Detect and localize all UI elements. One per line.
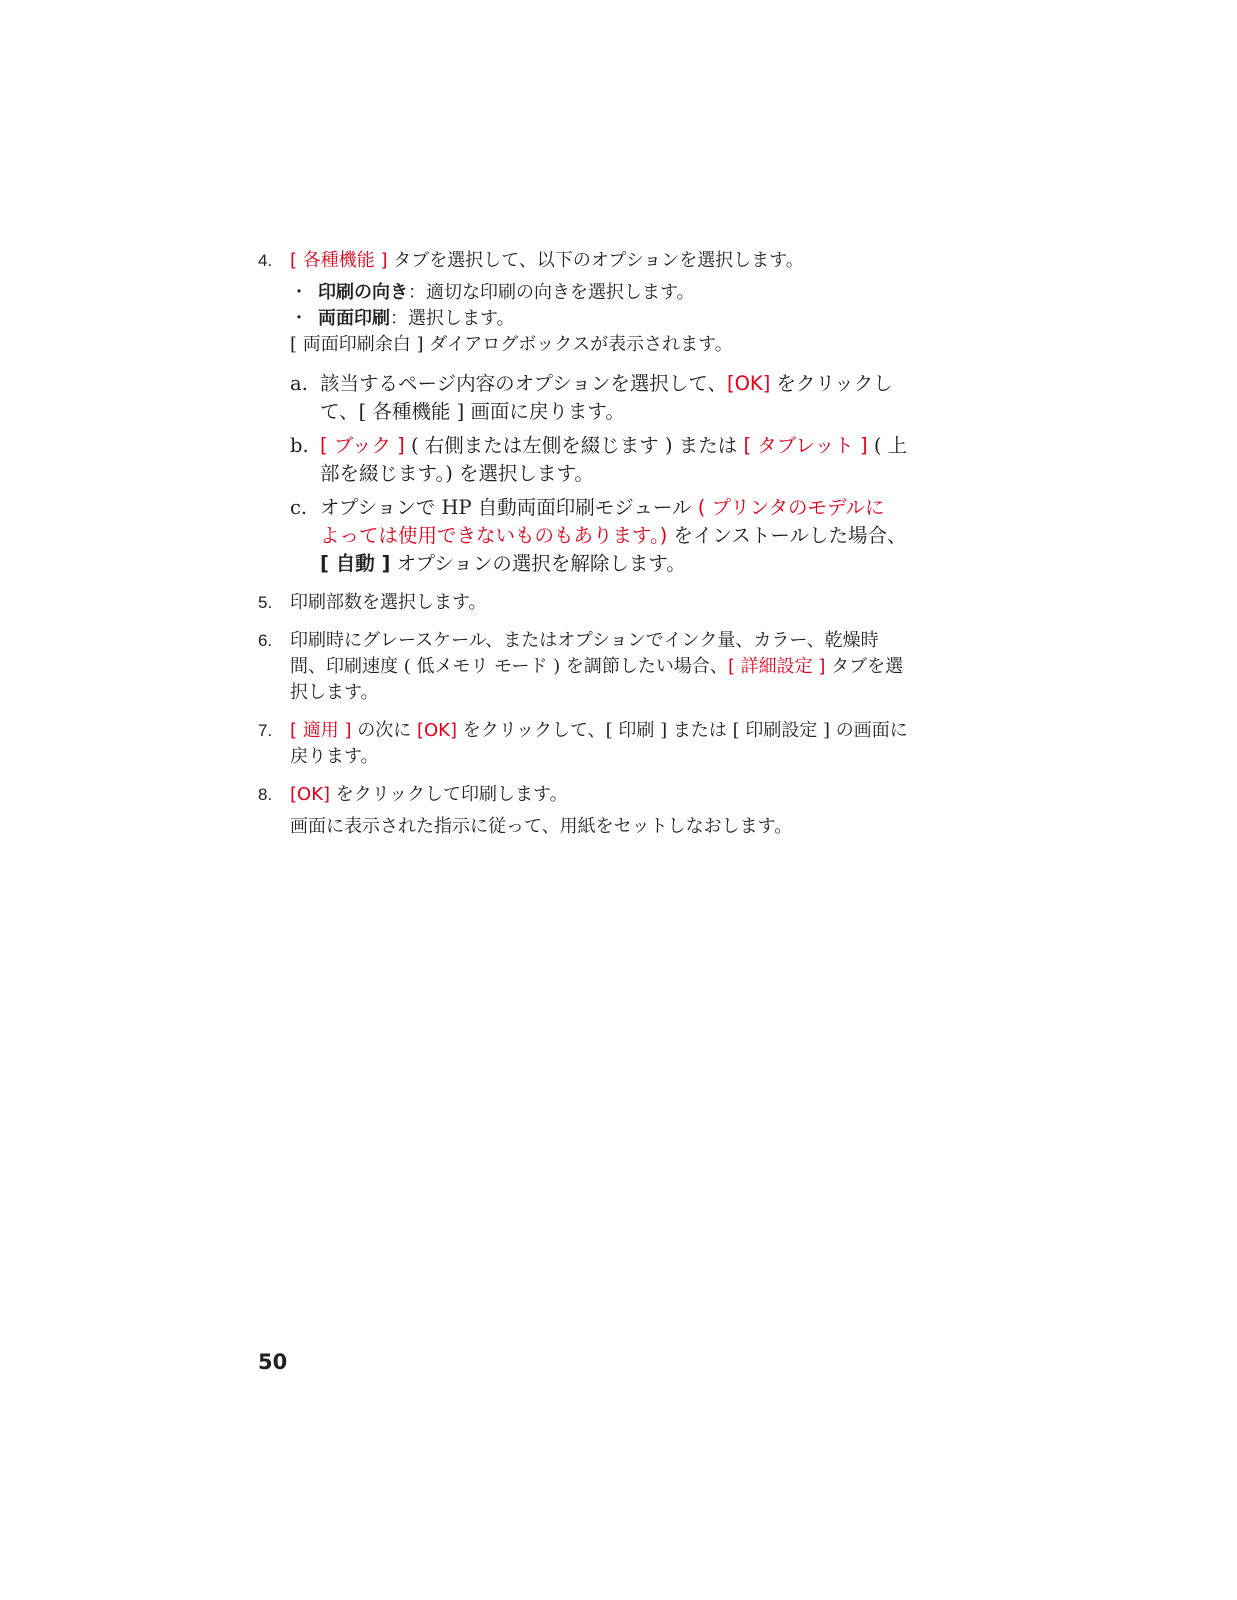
- substep-label: b.: [290, 434, 309, 457]
- step-6: [258, 628, 978, 706]
- ok-button-ref: [OK]: [290, 784, 331, 805]
- instruction-list: [258, 248, 978, 840]
- tablet-option-ref: [ タブレット ]: [743, 434, 868, 457]
- substep-a: [290, 370, 978, 426]
- advanced-tab-ref: [ 詳細設定 ]: [727, 656, 826, 677]
- substep-text: 部を綴じます。) を選択します。: [320, 462, 594, 485]
- step-text: をクリックして、[ 印刷 ] または [ 印刷設定 ] の画面に: [462, 720, 908, 741]
- step-text: 戻ります。: [290, 746, 379, 767]
- step-number: 8.: [258, 785, 273, 804]
- ok-button-ref: [OK]: [726, 372, 771, 395]
- substep-c: [290, 494, 978, 578]
- step-7: [258, 718, 978, 770]
- step-4: [258, 248, 978, 274]
- bullet-text: ：適切な印刷の向きを選択します。: [408, 282, 695, 303]
- step-text: 印刷時にグレースケール、またはオプションでインク量、カラー、乾燥時: [290, 630, 879, 651]
- model-note: ( プリンタのモデルに: [697, 496, 885, 519]
- page-number: 50: [258, 1350, 288, 1374]
- step-5: [258, 590, 978, 616]
- step-text: の次に: [357, 720, 412, 741]
- substep-text: ( 右側または左側を綴じます ) または: [410, 434, 738, 457]
- bullet-orientation: [290, 280, 978, 306]
- model-note: よっては使用できないものもあります。): [320, 524, 668, 547]
- step-text: 画面に表示された指示に従って、用紙をセットしなおします。: [290, 816, 793, 837]
- dialog-note: [ 両面印刷余白 ] ダイアログボックスが表示されます。: [290, 334, 733, 355]
- step-text: タブを選択して、以下のオプションを選択します。: [393, 250, 804, 271]
- step-number: 5.: [258, 593, 273, 612]
- apply-button-ref: [ 適用 ]: [290, 720, 352, 741]
- step-text: 択します。: [290, 682, 379, 703]
- substep-text: オプションの選択を解除します。: [396, 552, 686, 575]
- bullet-icon: ・: [290, 282, 308, 303]
- step-8: [258, 782, 978, 840]
- bullet-label: 印刷の向き: [318, 282, 408, 303]
- bullet-duplex: [290, 306, 978, 332]
- step-text: 印刷部数を選択します。: [290, 592, 487, 613]
- tab-reference: [ 各種機能 ]: [290, 250, 388, 271]
- substep-text: をインストールした場合、: [673, 524, 907, 547]
- step-number: 6.: [258, 631, 273, 650]
- book-option-ref: [ ブック ]: [320, 434, 405, 457]
- substep-b: [290, 432, 978, 488]
- substep-text: て、[ 各種機能 ] 画面に戻ります。: [320, 400, 625, 423]
- step-number: 7.: [258, 721, 273, 740]
- step-text: タブを選: [831, 656, 904, 677]
- bullet-icon: ・: [290, 308, 308, 329]
- substep-text: ( 上: [873, 434, 908, 457]
- substep-label: a.: [290, 372, 308, 395]
- substep-text: 該当するページ内容のオプションを選択して、: [320, 372, 727, 395]
- substep-text: オプションで HP 自動両面印刷モジュール: [320, 496, 692, 519]
- substep-text: をクリックし: [776, 372, 893, 395]
- bullet-text: ：選択します。: [390, 308, 515, 329]
- auto-option-ref: [ 自動 ]: [320, 552, 391, 575]
- step-text: をクリックして印刷します。: [335, 784, 568, 805]
- ok-button-ref: [OK]: [416, 720, 457, 741]
- bullet-label: 両面印刷: [318, 308, 390, 329]
- step-text: 間、印刷速度 ( 低メモリ モード ) を調節したい場合、: [290, 656, 728, 677]
- substep-label: c.: [290, 496, 308, 519]
- step-number: 4.: [258, 251, 273, 270]
